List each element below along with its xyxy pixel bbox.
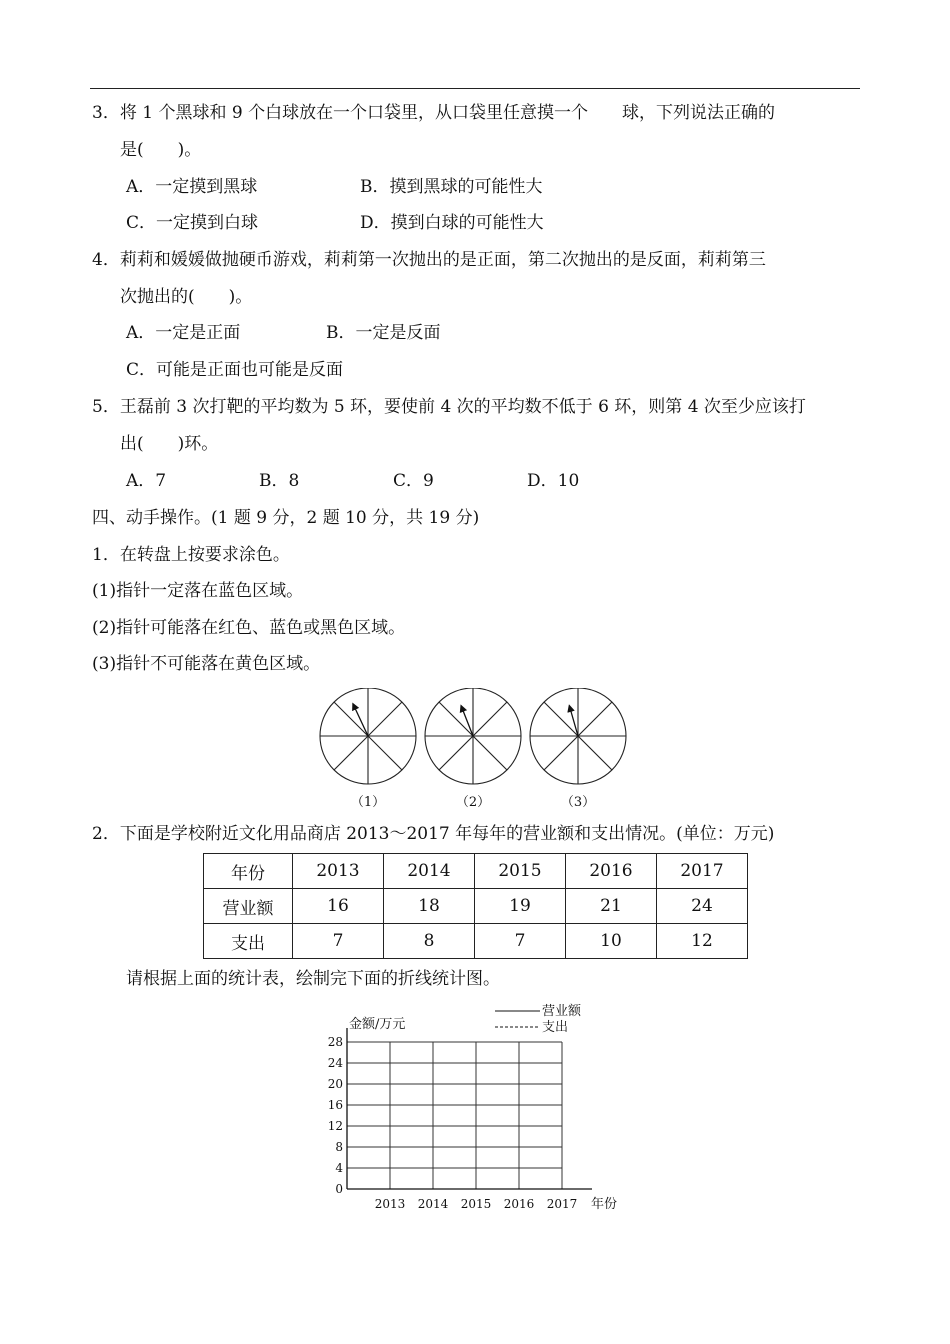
- table-cell: 2015: [475, 854, 566, 889]
- y-tick-label: 24: [327, 1056, 343, 1070]
- spinners-svg: [316, 688, 636, 788]
- spinner-1[interactable]: [320, 688, 416, 784]
- spinner-1-pointer-icon: [354, 706, 368, 736]
- p1-requirement-3: (3)指针不可能落在黄色区域。: [92, 654, 321, 674]
- y-tick-label: 0: [335, 1182, 343, 1196]
- spinner-2-label: （2）: [455, 795, 491, 810]
- y-tick-label: 4: [335, 1161, 343, 1175]
- table-cell: 19: [475, 889, 566, 924]
- q5-line-2: 出( )环。: [120, 434, 219, 454]
- q3-line-2: 是( )。: [120, 140, 202, 160]
- table-header-row: [204, 854, 748, 889]
- spinner-1-label: （1）: [350, 795, 386, 810]
- table-cell: 18: [384, 889, 475, 924]
- q3-option-d: D．摸到白球的可能性大: [360, 213, 544, 233]
- table-cell: 营业额: [204, 889, 293, 924]
- y-tick-label: 20: [327, 1077, 343, 1091]
- y-axis-label: 金额/万元: [349, 1017, 406, 1032]
- q3-option-c: C．一定摸到白球: [126, 213, 259, 233]
- stats-table: [203, 853, 748, 959]
- table-cell: 7: [293, 924, 384, 959]
- q4-line-1: 4．莉莉和媛媛做抛硬币游戏，莉莉第一次抛出的是正面，第二次抛出的是反面，莉莉第三: [92, 250, 766, 270]
- p1-requirement-2: (2)指针可能落在红色、蓝色或黑色区域。: [92, 618, 406, 638]
- table-cell: 10: [566, 924, 657, 959]
- table-cell: 16: [293, 889, 384, 924]
- x-tick-label: 2017: [546, 1197, 578, 1211]
- x-tick-label: 2013: [374, 1197, 406, 1211]
- q3-option-a: A．一定摸到黑球: [126, 177, 258, 197]
- spinner-row: [316, 688, 636, 813]
- legend-label-expense: 支出: [542, 1020, 569, 1035]
- table-cell: 8: [384, 924, 475, 959]
- q3-line-1: 3．将 1 个黑球和 9 个白球放在一个口袋里，从口袋里任意摸一个 球，下列说法正确的: [92, 103, 776, 123]
- q4-option-c: C．可能是正面也可能是反面: [126, 360, 344, 380]
- legend-label-revenue: 营业额: [542, 1004, 582, 1019]
- q5-option-b: B．8: [259, 471, 300, 491]
- spinner-3[interactable]: [530, 688, 626, 784]
- table-row: [204, 924, 748, 959]
- spinner-2-pointer-icon: [462, 708, 473, 736]
- spinner-3-label: （3）: [560, 795, 596, 810]
- q3-option-b: B．摸到黑球的可能性大: [360, 177, 543, 197]
- x-tick-label: 2015: [460, 1197, 492, 1211]
- line-chart: [312, 1000, 642, 1220]
- section-heading: 四、动手操作。(1 题 9 分，2 题 10 分，共 19 分): [92, 508, 480, 528]
- table-row: [204, 889, 748, 924]
- table-cell: 2016: [566, 854, 657, 889]
- table-cell: 2014: [384, 854, 475, 889]
- x-axis-label: 年份: [590, 1197, 618, 1212]
- table-cell: 7: [475, 924, 566, 959]
- y-tick-label: 12: [327, 1119, 343, 1133]
- p1-title: 1．在转盘上按要求涂色。: [92, 545, 290, 565]
- x-tick-label: 2016: [503, 1197, 535, 1211]
- q4-line-2: 次抛出的( )。: [120, 287, 253, 307]
- table-cell: 21: [566, 889, 657, 924]
- p2-instruction: 请根据上面的统计表，绘制完下面的折线统计图。: [126, 969, 500, 989]
- table-cell: 2013: [293, 854, 384, 889]
- q5-line-1: 5．王磊前 3 次打靶的平均数为 5 环，要使前 4 次的平均数不低于 6 环，则第 4 次至少应该打: [92, 397, 806, 417]
- y-tick-label: 8: [335, 1140, 343, 1154]
- y-tick-label: 28: [327, 1035, 343, 1049]
- table-cell: 支出: [204, 924, 293, 959]
- table-cell: 24: [657, 889, 748, 924]
- y-tick-label: 16: [327, 1098, 343, 1112]
- q5-option-c: C．9: [393, 471, 434, 491]
- table-cell: 年份: [204, 854, 293, 889]
- p1-requirement-1: (1)指针一定落在蓝色区域。: [92, 581, 304, 601]
- line-chart-svg[interactable]: [312, 1000, 642, 1220]
- p2-title: 2．下面是学校附近文化用品商店 2013～2017 年每年的营业额和支出情况。(单位：万元): [92, 824, 775, 844]
- table-cell: 2017: [657, 854, 748, 889]
- q4-option-b: B．一定是反面: [326, 323, 441, 343]
- q5-option-a: A．7: [126, 471, 167, 491]
- table-cell: 12: [657, 924, 748, 959]
- spinner-2[interactable]: [425, 688, 521, 784]
- x-tick-label: 2014: [417, 1197, 449, 1211]
- top-rule: [90, 88, 860, 89]
- q4-option-a: A．一定是正面: [126, 323, 241, 343]
- q5-option-d: D．10: [527, 471, 580, 491]
